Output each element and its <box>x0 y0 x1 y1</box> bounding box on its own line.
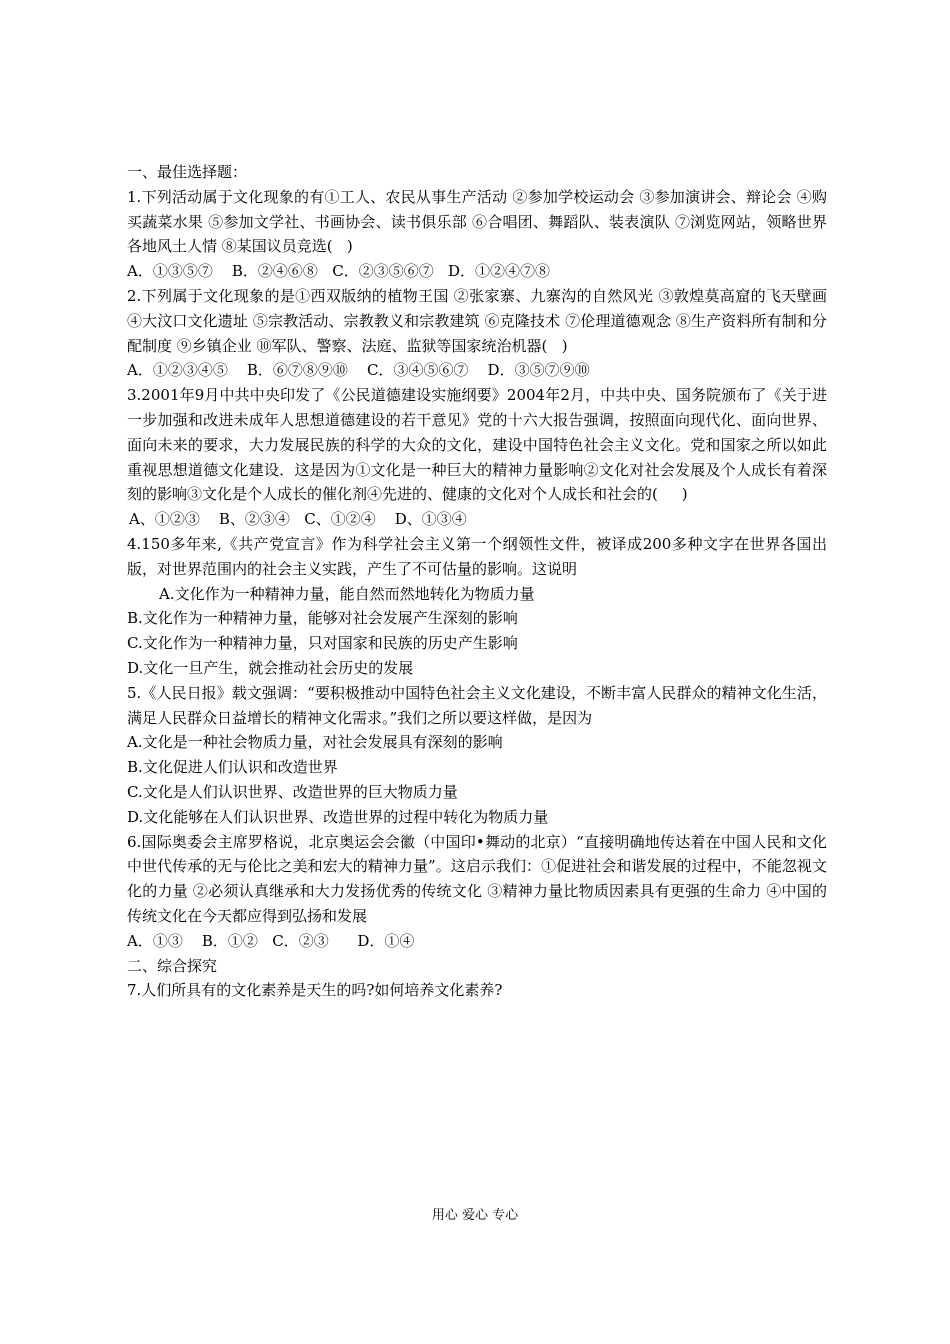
question-3-stem: 3.2001年9月中共中央印发了《公民道德建设实施纲要》2004年2月，中共中央、国务院颁布了《关于进一步加强和改进未成年人思想道德建设的若干意见》党的十六大报告强调，按照面向现代化、面向世界、面向未来的要求，大力发展民族的科学的大众的文化，建设中国特色社会主义文化。党和国家之所以如此重视思想道德文化建设．这是因为①文化是一种巨大的精神力量影响②文化对社会发展及个人成长有着深刻的影响③文化是个人成长的催化剂④先进的、健康的文化对个人成长和社会的( ) <box>127 386 827 504</box>
question-4-option-b: B.文化作为一种精神力量，能够对社会发展产生深刻的影响 <box>127 609 518 628</box>
question-5-option-b: B.文化促进人们认识和改造世界 <box>127 758 338 777</box>
question-2-options: A．①②③④⑤ B．⑥⑦⑧⑨⑩ C．③④⑤⑥⑦ D．③⑤⑦⑨⑩ <box>127 361 590 380</box>
question-4-option-c: C.文化作为一种精神力量，只对国家和民族的历史产生影响 <box>127 634 518 653</box>
question-3-options: A、①②③ B、②③④ C、①②④ D、①③④ <box>129 510 467 529</box>
question-5-option-a: A.文化是一种社会物质力量，对社会发展具有深刻的影响 <box>127 733 503 752</box>
question-6-options: A．①③ B．①② C．②③ D．①④ <box>127 931 415 950</box>
page-footer: 用心 爱心 专心 <box>431 1208 519 1223</box>
question-2-stem: 2.下列属于文化现象的是①西双版纳的植物王国 ②张家寨、九寨沟的自然风光 ③敦煌莫高窟的飞天壁画 ④大汶口文化遗址 ⑤宗教活动、宗教教义和宗教建筑 ⑥克隆技术 ⑦伦理道德观念 ⑧生产资料所有制和分配制度 ⑨乡镇企业 ⑩军队、警察、法庭、监狱等国家统治机器( ) <box>127 286 832 355</box>
question-1-options: A．①③⑤⑦ B．②④⑥⑧ C．②③⑤⑥⑦ D．①②④⑦⑧ <box>127 262 551 281</box>
question-1-stem: 1.下列活动属于文化现象的有①工人、农民从事生产活动 ②参加学校运动会 ③参加演讲会、辩论会 ④购买蔬菜水果 ⑤参加文学社、书画协会、读书俱乐部 ⑥合唱团、舞蹈队、装表演队 ⑦浏览网站，领略世界各地风土人情 ⑧某国议员竞选( ) <box>127 187 827 256</box>
question-4-option-a: A.文化作为一种精神力量，能自然而然地转化为物质力量 <box>159 584 535 603</box>
question-6-stem: 6.国际奥委会主席罗格说，北京奥运会会徽（中国印•舞动的北京）“直接明确地传达着在中国人民和文化中世代传承的无与伦比之美和宏大的精神力量”。这启示我们：①促进社会和谐发展的过程中，不能忽视文化的力量 ②必须认真继承和大力发扬优秀的传统文化 ③精神力量比物质因素具有更强的生命力 ④中国的传统文化在今天都应得到弘扬和发展 <box>127 832 827 925</box>
question-5-option-d: D.文化能够在人们认识世界、改造世界的过程中转化为物质力量 <box>127 807 549 826</box>
section-heading-choice: 一、最佳选择题： <box>127 163 248 181</box>
question-5-stem: 5.《人民日报》载文强调：“要积极推动中国特色社会主义文化建设，不断丰富人民群众的精神文化生活，满足人民群众日益增长的精神文化需求。”我们之所以要这样做，是因为 <box>127 683 827 727</box>
section-heading-inquiry: 二、综合探究 <box>127 956 218 975</box>
document-body <box>127 160 832 1003</box>
question-7-stem: 7.人们所具有的文化素养是天生的吗?如何培养文化素养? <box>127 981 503 1000</box>
question-5-option-c: C.文化是人们认识世界、改造世界的巨大物质力量 <box>127 782 458 801</box>
question-4-option-d: D.文化一旦产生，就会推动社会历史的发展 <box>127 658 414 677</box>
question-4-stem: 4.150多年来,《共产党宣言》作为科学社会主义第一个纲领性文件，被译成200多种文字在世界各国出版，对世界范围内的社会主义实践，产生了不可估量的影响。这说明 <box>127 534 827 578</box>
